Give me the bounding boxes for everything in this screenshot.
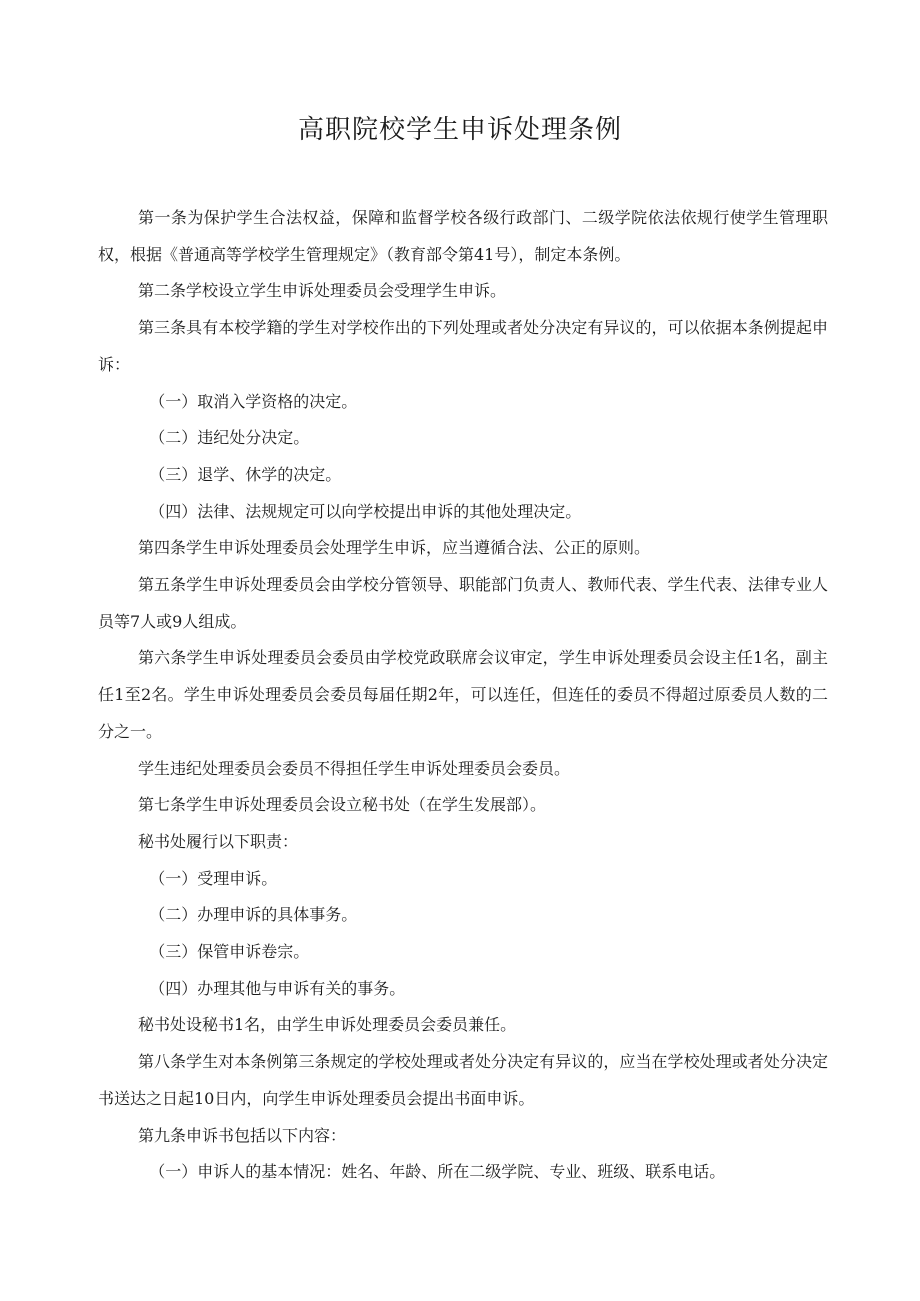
list-item: （四）办理其他与申诉有关的事务。 — [149, 978, 406, 998]
document-body — [98, 200, 828, 1191]
paragraph: 第九条申诉书包括以下内容： — [138, 1125, 347, 1145]
paragraph: 第八条学生对本条例第三条规定的学校处理或者处分决定有异议的，应当在学校处理或者处分决定书送达之日起10日内，向学生申诉处理委员会提出书面申诉。 — [98, 1052, 828, 1108]
list-item: （一）申诉人的基本情况：姓名、年龄、所在二级学院、专业、班级、联系电话。 — [149, 1162, 726, 1182]
paragraph: 秘书处履行以下职责： — [138, 831, 299, 851]
paragraph: 第二条学校设立学生申诉处理委员会受理学生申诉。 — [138, 281, 507, 301]
list-item: （三）退学、休学的决定。 — [149, 464, 342, 484]
paragraph: 第五条学生申诉处理委员会由学校分管领导、职能部门负责人、教师代表、学生代表、法律专业人员等7人或9人组成。 — [98, 575, 828, 631]
paragraph: 第四条学生申诉处理委员会处理学生申诉，应当遵循合法、公正的原则。 — [138, 538, 651, 558]
list-item: （四）法律、法规规定可以向学校提出申诉的其他处理决定。 — [149, 501, 582, 521]
paragraph: 第六条学生申诉处理委员会委员由学校党政联席会议审定，学生申诉处理委员会设主任1名，副主任1至2名。学生申诉处理委员会委员每届任期2年，可以连任，但连任的委员不得超过原委员人数的二分之一。 — [98, 648, 828, 741]
paragraph: 秘书处设秘书1名，由学生申诉处理委员会委员兼任。 — [138, 1015, 517, 1035]
paragraph: 第七条学生申诉处理委员会设立秘书处（在学生发展部）。 — [138, 795, 547, 815]
list-item: （一）取消入学资格的决定。 — [149, 391, 358, 411]
paragraph: 第三条具有本校学籍的学生对学校作出的下列处理或者处分决定有异议的，可以依据本条例提起申诉： — [98, 318, 828, 374]
paragraph: 第一条为保护学生合法权益，保障和监督学校各级行政部门、二级学院依法依规行使学生管理职权，根据《普通高等学校学生管理规定》（教育部令第41号），制定本条例。 — [98, 208, 828, 264]
list-item: （一）受理申诉。 — [149, 868, 278, 888]
list-item: （三）保管申诉卷宗。 — [149, 942, 310, 962]
document-title: 高职院校学生申诉处理条例 — [297, 115, 622, 145]
list-item: （二）办理申诉的具体事务。 — [149, 905, 358, 925]
list-item: （二）违纪处分决定。 — [149, 428, 310, 448]
paragraph: 学生违纪处理委员会委员不得担任学生申诉处理委员会委员。 — [138, 758, 571, 778]
